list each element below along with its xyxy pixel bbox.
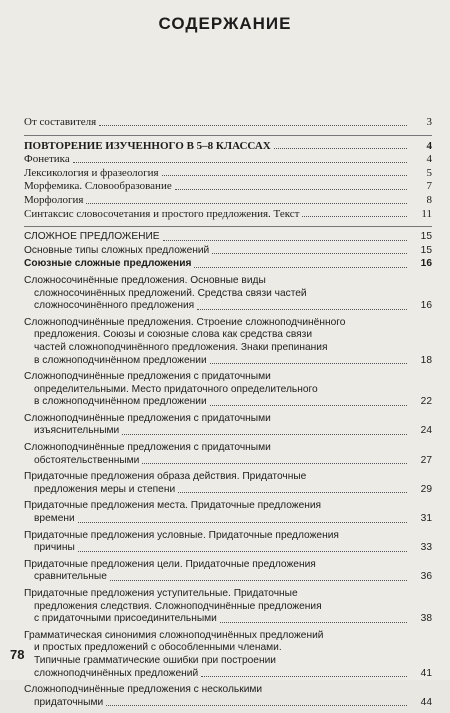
toc-entry xyxy=(24,275,432,317)
toc-entry-text: Придаточные предложения уступительные. Придаточные xyxy=(24,588,298,599)
toc-entry-page: 4 xyxy=(426,139,432,152)
toc-entry xyxy=(24,245,432,259)
toc-entry-text: Придаточные предложения цели. Придаточные предложения xyxy=(24,558,316,570)
dot-leader xyxy=(220,622,407,623)
toc-entry-text: Типичные грамматические ошибки при построении xyxy=(34,654,276,666)
toc-entry-page: 8 xyxy=(426,193,432,206)
toc-entry xyxy=(24,140,432,154)
toc-entry-text: Фонетика xyxy=(24,153,70,166)
toc-entry xyxy=(24,530,432,559)
toc-entry xyxy=(24,317,432,371)
toc-entry-text: Основные типы сложных предложений xyxy=(24,244,210,256)
toc-entry xyxy=(24,371,432,413)
toc-entry-text: От составителя xyxy=(24,116,97,128)
dot-leader xyxy=(302,216,407,217)
dot-leader xyxy=(175,189,407,190)
toc-entry-text: в сложноподчинённом предложении xyxy=(34,396,207,408)
dot-leader xyxy=(194,267,407,268)
toc-entry-text: сравнительные xyxy=(34,571,107,583)
toc-entry-text: причины xyxy=(34,542,75,554)
toc-entry xyxy=(24,194,432,208)
toc-entry xyxy=(24,258,432,275)
toc-entry-text: Лексикология и фразеология xyxy=(24,166,159,179)
toc-entry xyxy=(24,630,432,684)
dot-leader xyxy=(86,203,407,204)
dot-leader xyxy=(106,705,407,706)
page-number: 78 xyxy=(10,647,25,662)
dot-leader xyxy=(178,492,407,493)
toc-entry-page: 3 xyxy=(426,116,432,128)
dot-leader xyxy=(78,522,407,523)
dot-leader xyxy=(201,676,407,677)
toc-entry xyxy=(24,167,432,181)
dot-leader xyxy=(210,405,407,406)
toc-entry-page: 22 xyxy=(420,396,432,408)
toc-entry-text: изъяснительными xyxy=(34,425,120,437)
toc-entry xyxy=(24,208,432,222)
dot-leader xyxy=(122,434,407,435)
toc-entry xyxy=(24,588,432,630)
toc-entry-page: 38 xyxy=(420,613,432,625)
toc-entry-text: Сложноподчинённые предложения с придаточными xyxy=(24,371,271,383)
dot-leader xyxy=(78,551,407,552)
toc-entry-page: 15 xyxy=(420,231,432,243)
toc-entry xyxy=(24,471,432,500)
toc-entry-text: времени xyxy=(34,513,75,525)
toc-entry-text: обстоятельственными xyxy=(34,454,140,466)
toc-entry xyxy=(24,413,432,442)
toc-entry-text: Придаточные предложения условные. Придаточные предложения xyxy=(24,529,339,541)
dot-leader xyxy=(99,125,407,126)
toc-entry-text: частей сложноподчинённого предложения. Знаки препинания xyxy=(34,341,328,353)
page-title: СОДЕРЖАНИЕ xyxy=(158,14,292,33)
toc-entry-text: предложения следствия. Сложноподчинённые предложения xyxy=(34,600,322,612)
toc-entry-text: с придаточными присоединительными xyxy=(34,613,217,625)
toc-entry-page: 24 xyxy=(420,425,432,437)
toc-entry xyxy=(24,231,432,245)
toc-entry-text: Морфология xyxy=(24,193,84,206)
toc-entry-text: СЛОЖНОЕ ПРЕДЛОЖЕНИЕ xyxy=(24,231,160,243)
toc-entry-page: 11 xyxy=(421,207,432,220)
dot-leader xyxy=(210,363,407,364)
toc-entry xyxy=(24,500,432,529)
toc-entry-text: и простых предложений с обособленными членами. xyxy=(34,642,282,654)
dot-leader xyxy=(162,175,407,176)
toc-entry-text: Союзные сложные предложения xyxy=(24,258,192,270)
section-divider xyxy=(24,226,432,227)
toc-entry-page: 36 xyxy=(420,571,432,583)
toc-entry-text: Сложносочинённые предложения. Основные виды xyxy=(24,274,266,286)
toc-entry xyxy=(24,442,432,471)
dot-leader xyxy=(73,162,407,163)
toc-entry xyxy=(24,180,432,194)
section-divider xyxy=(24,135,432,136)
toc-entry xyxy=(24,116,432,130)
toc-entry-text: Придаточные предложения образа действия. Придаточные xyxy=(24,471,307,483)
dot-leader xyxy=(212,253,407,254)
toc-entry-text: Грамматическая синонимия сложноподчинённых предложений xyxy=(24,629,324,641)
toc-entry-text: Придаточные предложения места. Придаточные предложения xyxy=(24,500,322,512)
toc-entry-page: 15 xyxy=(420,244,432,256)
toc-entry-text: сложносочинённых предложений. Средства связи частей xyxy=(34,287,307,299)
dot-leader xyxy=(197,309,407,310)
toc-entry-text: придаточными xyxy=(34,696,104,708)
toc-entry-page: 18 xyxy=(420,354,432,366)
toc-entry-page: 31 xyxy=(420,513,432,525)
toc-entry-text: Морфемика. Словообразование xyxy=(24,180,172,193)
toc-entry-text: Сложноподчинённые предложения с несколькими xyxy=(24,684,263,696)
toc-entry-page: 7 xyxy=(426,180,432,193)
toc-entry-page: 27 xyxy=(420,454,432,466)
dot-leader xyxy=(163,240,407,241)
toc-entry-text: сложноподчинённых предложений xyxy=(34,667,199,679)
toc-entry-text: в сложноподчинённом предложении xyxy=(34,354,207,366)
toc-entry-page: 33 xyxy=(420,542,432,554)
toc-entry-text: Сложноподчинённые предложения с придаточными xyxy=(24,412,271,424)
toc-entry-text: Синтаксис словосочетания и простого предложения. Текст xyxy=(24,207,300,220)
toc-entry xyxy=(24,559,432,588)
toc-entry-text: Сложноподчинённые предложения с придаточными xyxy=(24,442,271,454)
toc-entry-page: 5 xyxy=(426,166,432,179)
dot-leader xyxy=(142,463,407,464)
toc-entry-page: 29 xyxy=(420,483,432,495)
toc-entry-page: 16 xyxy=(420,258,432,270)
table-of-contents xyxy=(24,116,432,713)
dot-leader xyxy=(110,580,407,581)
toc-entry-page: 4 xyxy=(426,153,432,166)
toc-entry xyxy=(24,684,432,713)
toc-entry-text: предложения. Союзы и союзные слова как средства связи xyxy=(34,329,313,341)
dot-leader xyxy=(274,148,407,149)
toc-entry-text: определительными. Место придаточного определительного xyxy=(34,383,318,395)
toc-entry-text: предложения меры и степени xyxy=(34,483,176,495)
toc-entry-page: 41 xyxy=(420,667,432,679)
toc-entry-page: 16 xyxy=(420,300,432,312)
toc-entry-text: ПОВТОРЕНИЕ ИЗУЧЕННОГО В 5–8 КЛАССАХ xyxy=(24,139,271,152)
toc-entry-text: сложносочинённого предложения xyxy=(34,300,195,312)
toc-entry xyxy=(24,153,432,167)
toc-entry-text: Сложноподчинённые предложения. Строение сложноподчинённого xyxy=(24,316,346,328)
toc-entry-page: 44 xyxy=(420,696,432,708)
